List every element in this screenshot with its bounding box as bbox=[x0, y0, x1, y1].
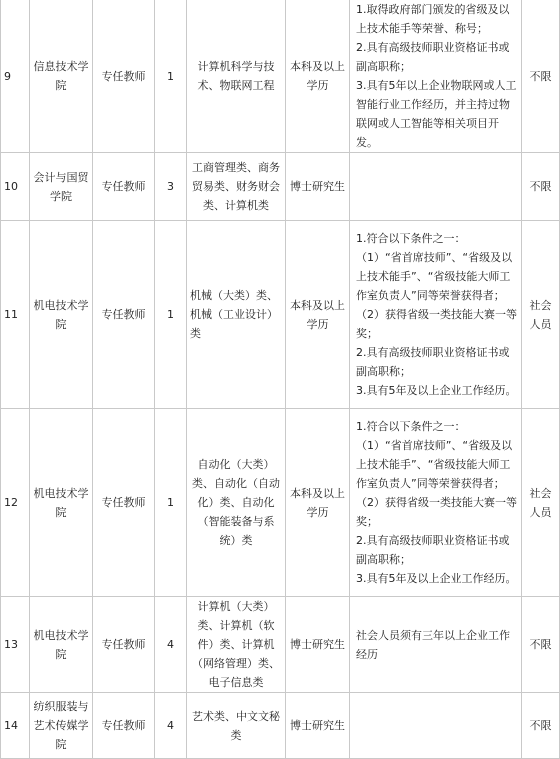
requirement-line: 2.具有高级技师职业资格证书或副高职称； bbox=[356, 534, 510, 566]
position-cell: 专任教师 bbox=[93, 153, 155, 221]
requirement-line: （2）获得省级一类技能大赛一等奖； bbox=[356, 308, 517, 340]
college-cell: 机电技术学院 bbox=[30, 221, 93, 409]
count-cell: 1 bbox=[155, 0, 187, 153]
requirement-line: 2.具有高级技师职业资格证书或副高职称； bbox=[356, 346, 510, 378]
table-row bbox=[1, 153, 560, 221]
remark-cell: 社会人员 bbox=[522, 221, 560, 409]
table-row bbox=[1, 0, 560, 153]
table-row bbox=[1, 597, 560, 693]
requirement-line: 3.具有5年及以上企业工作经历。 bbox=[356, 572, 517, 585]
requirement-line: 1.取得政府部门颁发的省级及以上技术能手等荣誉、称号； bbox=[356, 3, 510, 35]
requirements-cell bbox=[350, 693, 522, 759]
college-cell: 会计与国贸学院 bbox=[30, 153, 93, 221]
requirements-cell bbox=[350, 0, 522, 153]
education-cell: 博士研究生 bbox=[286, 597, 350, 693]
remark-cell: 不限 bbox=[522, 693, 560, 759]
education-cell: 本科及以上学历 bbox=[286, 221, 350, 409]
college-cell: 机电技术学院 bbox=[30, 597, 93, 693]
position-cell: 专任教师 bbox=[93, 0, 155, 153]
remark-cell: 不限 bbox=[522, 0, 560, 153]
requirement-line: （1）“省首席技师”、“省级及以上技术能手”、“省级技能大师工作室负责人”同等荣誉获得者； bbox=[356, 439, 513, 490]
education-cell: 本科及以上学历 bbox=[286, 0, 350, 153]
row-number: 10 bbox=[1, 153, 30, 221]
major-cell: 计算机科学与技术、物联网工程 bbox=[187, 0, 286, 153]
remark-cell: 社会人员 bbox=[522, 409, 560, 597]
position-cell: 专任教师 bbox=[93, 221, 155, 409]
major-cell: 自动化（大类）类、自动化（自动化）类、自动化（智能装备与系统）类 bbox=[187, 409, 286, 597]
requirement-line: 社会人员须有三年以上企业工作经历 bbox=[356, 628, 510, 661]
row-number: 14 bbox=[1, 693, 30, 759]
requirements-cell bbox=[350, 221, 522, 409]
count-cell: 3 bbox=[155, 153, 187, 221]
major-cell: 机械（大类）类、机械（工业设计）类 bbox=[187, 221, 286, 409]
row-number: 12 bbox=[1, 409, 30, 597]
remark-cell: 不限 bbox=[522, 597, 560, 693]
count-cell: 1 bbox=[155, 409, 187, 597]
count-cell: 1 bbox=[155, 221, 187, 409]
college-cell: 纺织服装与艺术传媒学院 bbox=[30, 693, 93, 759]
table-row bbox=[1, 693, 560, 759]
position-cell: 专任教师 bbox=[93, 693, 155, 759]
requirement-line: 2.具有高级技师职业资格证书或副高职称； bbox=[356, 41, 510, 73]
college-cell: 机电技术学院 bbox=[30, 409, 93, 597]
requirements-cell bbox=[350, 153, 522, 221]
position-cell: 专任教师 bbox=[93, 597, 155, 693]
major-cell: 计算机（大类）类、计算机（软件）类、计算机（网络管理）类、电子信息类 bbox=[187, 597, 286, 693]
position-cell: 专任教师 bbox=[93, 409, 155, 597]
college-cell: 信息技术学院 bbox=[30, 0, 93, 153]
row-number: 11 bbox=[1, 221, 30, 409]
major-cell: 艺术类、中文文秘类 bbox=[187, 693, 286, 759]
count-cell: 4 bbox=[155, 597, 187, 693]
requirement-line: 1.符合以下条件之一： bbox=[356, 232, 466, 245]
requirement-line: 3.具有5年及以上企业工作经历。 bbox=[356, 384, 517, 397]
education-cell: 博士研究生 bbox=[286, 153, 350, 221]
requirement-line: 3.具有5年以上企业物联网或人工智能行业工作经历，并主持过物联网或人工智能等相关项目开发。 bbox=[356, 79, 517, 149]
remark-cell: 不限 bbox=[522, 153, 560, 221]
requirement-line: （1）“省首席技师”、“省级及以上技术能手”、“省级技能大师工作室负责人”同等荣誉获得者； bbox=[356, 251, 513, 302]
table-row bbox=[1, 409, 560, 597]
requirement-line: 1.符合以下条件之一： bbox=[356, 420, 466, 433]
education-cell: 博士研究生 bbox=[286, 693, 350, 759]
education-cell: 本科及以上学历 bbox=[286, 409, 350, 597]
row-number: 9 bbox=[1, 0, 30, 153]
count-cell: 4 bbox=[155, 693, 187, 759]
row-number: 13 bbox=[1, 597, 30, 693]
requirements-cell bbox=[350, 409, 522, 597]
requirement-line: （2）获得省级一类技能大赛一等奖； bbox=[356, 496, 517, 528]
major-cell: 工商管理类、商务贸易类、财务财会类、计算机类 bbox=[187, 153, 286, 221]
requirements-cell bbox=[350, 597, 522, 693]
table-row bbox=[1, 221, 560, 409]
